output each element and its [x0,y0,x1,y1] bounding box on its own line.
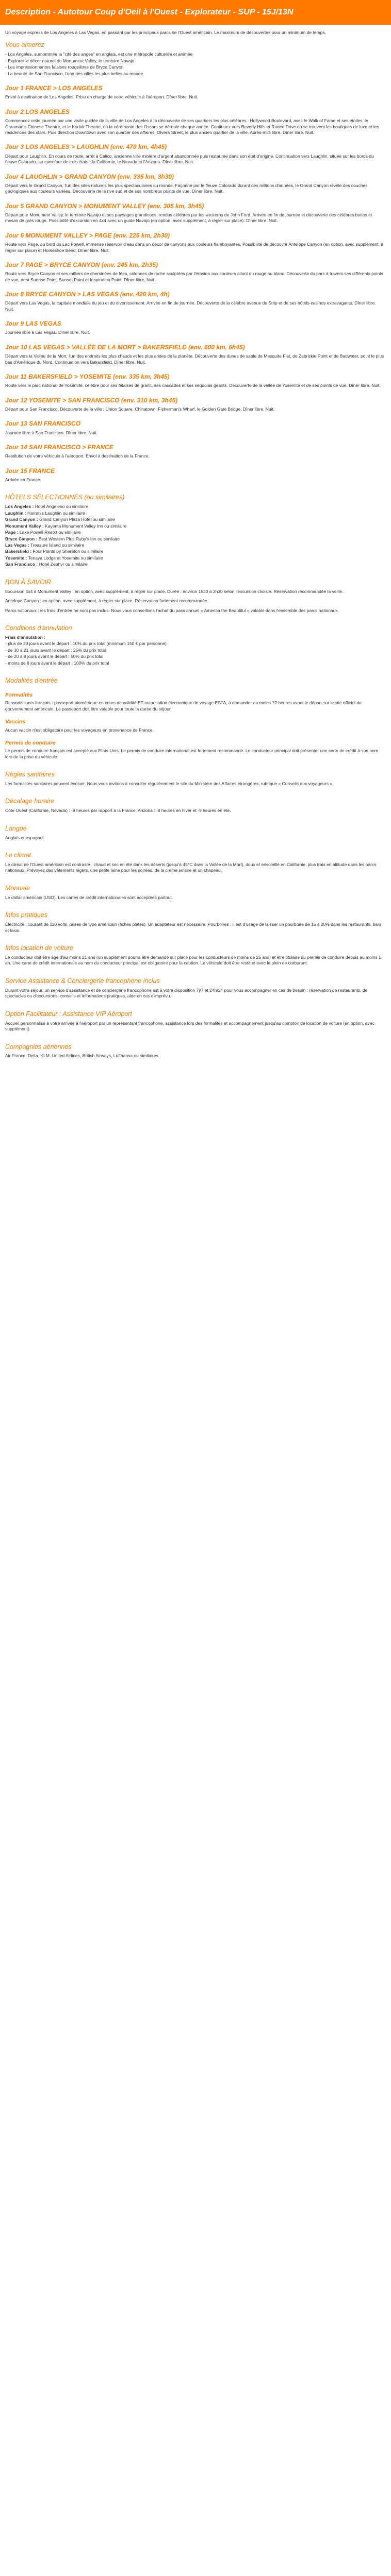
day-title: Jour 4 LAUGHLIN > GRAND CANYON (env. 335 km, 3h30) [5,173,174,180]
hotel-city: Las Vegas : [5,542,29,548]
hotel-name: Hotel Angeleno ou similaire [35,504,88,510]
hotel-city: Los Angeles : [5,504,34,510]
language-text: Anglais et espagnol. [5,835,45,840]
day-text: Départ pour San Francisco. Découverte de la ville : Union Square, Chinatown, Fisherman's Wharf, le Golden Gate Bridge. Dîner libre. Nuit. [5,406,275,412]
car-rental-text: Le conducteur doit être âgé d'au moins 21 ans (un supplément pourra être demandé sur place pour les conducteurs de moins de 25 ans) et être titulaire du permis de conduire depuis au moins 1 an. Une carte de crédit internationale au nom du conducteur principal est obligatoire pour la caution. Le véhicule doit être restitué avec le plein de carburant. [5,954,381,966]
section-title-hotels: HÔTELS SÉLECTIONNÉS (ou similaires) [5,494,125,501]
hotel-item [5,530,386,535]
day-text: Journée libre à Las Vegas. Dîner libre. Nuit. [5,330,90,335]
section-title-currency: Monnaie [5,884,30,892]
day-text: Arrivée en France. [5,477,41,482]
day-title: Jour 5 GRAND CANYON > MONUMENT VALLEY (env. 305 km, 3h45) [5,202,204,210]
day-title: Jour 13 SAN FRANCISCO [5,420,81,428]
day-title: Jour 14 SAN FRANCISCO > FRANCE [5,443,113,451]
assistance-text: Durant votre séjour, un service d'assistance et de conciergerie francophone est à votre disposition 7j/7 et 24h/24 pour vous accompagner en cas de besoin : réservation de restaurants, de spectacles ou d'excursions, conseils et informations pratiques, aide en cas d'imprévu. [5,987,368,999]
day-title: Jour 8 BRYCE CANYON > LAS VEGAS (env. 420 km, 4h) [5,291,170,298]
section-title-airlines: Compagnies aériennes [5,1043,72,1050]
good-to-know-text: Antelope Canyon : en option, avec supplément, à régler sur place. Réservation fortement recommandée. [5,598,209,604]
day-title: Jour 15 FRANCE [5,467,55,474]
hotel-item [5,511,386,516]
hotels-list [5,504,386,568]
section-title-assistance: Service Assistance & Conciergerie francophone inclus [5,977,160,985]
entry-text: Le permis de conduire français est accepté aux États-Unis. Le permis de conduire international est fortement recommandé. Le conducteur principal doit présenter une carte de crédit à son nom lors de la prise du véhicule. [5,748,378,759]
highlight-item: - Explorer le décor naturel du Monument Valley, le territoire Navajo [5,58,135,63]
section-title-vip-option: Option Facilitateur : Assistance VIP Aéroport [5,1010,132,1018]
vip-option-text: Accueil personnalisé à votre arrivée à l'aéroport par un représentant francophone, assistance lors des formalités et accompagnement jusqu'au comptoir de location de voiture (en option, avec supplément). [5,1020,374,1032]
cancellation-item: - de 20 à 8 jours avant le départ : 50% du prix total [5,654,104,659]
entry-text: Aucun vaccin n'est obligatoire pour les voyageurs en provenance de France. [5,727,154,733]
day-text: Route vers Page, au bord du Lac Powell, immense réservoir d'eau dans un décor de canyons aux couleurs flamboyantes. Possibilité de découvrir Antelope Canyon (en option, avec supplément, à régler sur place) et Horseshoe Bend. Dîner libre. Nuit. [5,242,384,253]
hotel-name: Kayenta Monument Valley Inn ou similaire [45,523,127,529]
highlight-item: - Los Angeles, surnommée la "cité des anges" en anglais, est une métropole culturelle et animée [5,52,193,57]
hotel-item [5,555,386,561]
highlight-item: - La beauté de San Francisco, l'une des villes les plus belles au monde [5,71,143,76]
hotel-name: Best Western Plus Ruby's Inn ou similaire [38,536,120,541]
main-content [0,25,391,1068]
day-title: Jour 6 MONUMENT VALLEY > PAGE (env. 225 km, 2h30) [5,231,170,239]
hotel-city: Grand Canyon : [5,517,38,522]
day-title: Jour 3 LOS ANGELES > LAUGHLIN (env. 470 km, 4h45) [5,143,167,151]
day-title: Jour 12 YOSEMITE > SAN FRANCISCO (env. 310 km, 3h45) [5,396,178,404]
page-title: Description - Autotour Coup d'Oeil à l'Ouest - Explorateur - SUP - 15J/13N [5,8,294,16]
section-title-practical: Infos pratiques [5,911,47,919]
health-text: Les formalités sanitaires peuvent évoluer. Nous vous invitons à consulter régulièrement le site du Ministère des Affaires étrangères, rubrique « Conseils aux voyageurs ». [5,781,334,786]
cancellation-heading: Frais d'annulation : [5,635,46,640]
hotel-name: Treasure Island ou similaire [30,542,85,548]
day-title: Jour 2 LOS ANGELES [5,108,70,115]
hotel-city: Yosemite : [5,555,27,561]
day-text: Restitution de votre véhicule à l'aéroport. Envol à destination de la France. [5,453,150,459]
cancellation-item: - moins de 8 jours avant le départ : 100% du prix total [5,660,109,666]
day-text: Départ vers Las Vegas, la capitale mondiale du jeu et du divertissement. Arrivée en fin de journée. Découverte de la célèbre avenue du Strip et de ses hôtels-casinos extravagants. Dîner libre. Nuit. [5,300,376,312]
day-text: Route vers le parc national de Yosemite, célèbre pour ses falaises de granit, ses cascades et ses séquoias géants. Découverte de la vallée de Yosemite et de ses points de vue. Dîner libre. Nuit. [5,383,381,388]
hotel-city: Laughlin : [5,510,26,516]
section-title-highlights: Vous aimerez [5,41,44,49]
hotel-item [5,562,386,567]
day-text: Route vers Bryce Canyon et ses milliers de cheminées de fées, colonnes de roche sculptées par l'érosion aux couleurs allant du rouge au blanc. Découverte du parc à travers ses différents points de vue, dont Sunrise Point, Sunset Point et Inspiration Point. Dîner libre. Nuit. [5,271,383,282]
day-title: Jour 10 LAS VEGAS > VALLÉE DE LA MORT > BAKERSFIELD (env. 600 km, 6h45) [5,343,245,351]
section-title-car-rental: Infos location de voiture [5,944,74,952]
itinerary [5,84,386,483]
timezone-text: Côte Ouest (Californie, Nevada) : -9 heures par rapport à la France. Arizona : -8 heures en hiver et -9 heures en été. [5,808,231,814]
hotel-name: Tenaya Lodge at Yosemite ou similaire [28,555,103,561]
practical-text: Électricité : courant de 110 volts, prises de type américain (fiches plates). Un adaptateur est nécessaire. Pourboires : il est d'usage de laisser un pourboire de 15 à 20% dans les restaurants, bars et taxis. [5,922,382,933]
good-to-know-text: Excursion 4x4 à Monument Valley : en option, avec supplément, à régler sur place. Durée : environ 1h30 à 3h30 selon l'excursion choisie. Réservation recommandée la veille. [5,588,344,594]
good-to-know-text: Parcs nationaux : les frais d'entrée ne sont pas inclus. Nous vous conseillons l'achat du pass annuel « America the Beautiful » valable dans l'ensemble des parcs nationaux. [5,607,339,613]
hotel-name: Lake Powell Resort ou similaire [19,530,81,535]
hotel-item [5,517,386,522]
section-title-good-to-know: BON À SAVOIR [5,578,51,586]
hotel-city: Bakersfield : [5,549,32,554]
hotel-city: Page : [5,530,19,535]
day-text: Envol à destination de Los Angeles. Prise en charge de votre véhicule à l'aéroport. Dîner libre. Nuit. [5,94,198,100]
section-title-cancellation: Conditions d'annulation [5,624,72,632]
section-title-language: Langue [5,824,27,832]
intro-text: Un voyage express de Los Angeles à Las Vegas, en passant par les principaux parcs de l'Ouest américain. Le maximum de découvertes pour un minimum de temps. [5,30,326,35]
day-text: Départ pour Monument Valley, le territoire Navajo et ses paysages grandioses, rendus célèbres par les westerns de John Ford. Arrivée en fin de journée et découverte des célèbres buttes et mesas de grès rouge. Possibilité d'excursion en 4x4 avec un guide Navajo (en option, avec supplément, à régler sur place). Dîner libre. Nuit. [5,212,372,224]
hotel-item [5,504,386,510]
hotel-item [5,523,386,529]
cancellation-item: - plus de 30 jours avant le départ : 10% du prix total (minimum 150 € par personne) [5,641,167,647]
entry-text: Ressortissants français : passeport biométrique en cours de validité ET autorisation électronique de voyage ESTA, à demander au moins 72 heures avant le départ sur le site officiel du gouvernement américain. Le passeport doit être valable pour toute la durée du séjour. [5,700,362,711]
hotel-name: Harrah's Laughlin ou similaire [27,510,85,516]
currency-text: Le dollar américain (USD). Les cartes de crédit internationales sont acceptées partout. [5,894,173,900]
day-title: Jour 7 PAGE > BRYCE CANYON (env. 245 km, 2h35) [5,261,158,268]
highlight-item: - Les impressionnantes falaises rougeâtres de Bryce Canyon [5,64,124,70]
day-text: Départ vers la Vallée de la Mort, l'un des endroits les plus chauds et les plus arides de la planète. Découverte des dunes de sable de Mesquite Flat, de Zabriskie Point et de Badwater, point le plus bas d'Amérique du Nord. Continuation vers Bakersfield. Dîner libre. Nuit. [5,353,384,365]
hotel-item [5,536,386,542]
day-text: Départ pour Laughlin. En cours de route, arrêt à Calico, ancienne ville minière d'argent abandonnée puis restaurée dans son état d'origine. Continuation vers Laughlin, située sur les bords du fleuve Colorado, au carrefour de trois états : la Californie, le Nevada et l'Arizona. Dîner libre. Nuit. [5,153,374,165]
climate-text: Le climat de l'Ouest américain est contrasté : chaud et sec en été dans les déserts (jusqu'à 45°C dans la Vallée de la Mort), doux et ensoleillé en Californie, plus frais en altitude dans les parcs nationaux. Prévoyez des vêtements légers, une petite laine pour les soirées, de la crème solaire et un chapeau. [5,861,377,873]
hotel-city: Monument Valley : [5,523,44,529]
day-title: Jour 1 FRANCE > LOS ANGELES [5,84,103,92]
hotel-item [5,549,386,554]
section-title-health: Règles sanitaires [5,771,55,778]
section-title-timezone: Décalage horaire [5,798,55,805]
day-title: Jour 9 LAS VEGAS [5,320,61,328]
section-title-climate: Le climat [5,852,31,859]
day-text: Commencez cette journée par une visite guidée de la ville de Los Angeles à la découverte de ses quartiers les plus célèbres : Hollywood Boulevard, avec le Walk of Fame et ses étoiles, le Grauman's Chinese Theatre, et le Kodak Theatre, où la cérémonie des Oscars se déroule chaque année. Continuez vers Beverly Hills et Rodeo Drive où se trouvent les boutiques de luxe et les résidences des stars. Puis direction Downtown avec son quartier des affaires, Olvera Street, le plus ancien quartier de la ville. Après-midi libre. Dîner libre. Nuit. [5,118,379,135]
subsection-title: Vaccins [5,719,26,725]
cancellation-list [5,635,386,666]
hotel-name: Hotel Zephyr ou similaire [39,562,88,567]
subsection-title: Formalités [5,692,33,699]
section-title-entry: Modalités d'entrée [5,677,58,685]
highlights-list [5,52,386,77]
day-text: Départ vers le Grand Canyon, l'un des sites naturels les plus spectaculaires au monde. Façonné par le fleuve Colorado durant des millions d'années, le Grand Canyon révèle des couches géologiques aux couleurs variées. Découverte de la rive sud et de ses nombreux points de vue. Dîner libre. Nuit. [5,182,368,194]
hotel-name: Grand Canyon Plaza Hotel ou similaire [39,517,115,522]
hotel-item [5,543,386,548]
page-title-banner [0,0,391,25]
hotel-city: Bryce Canyon : [5,536,38,541]
cancellation-item: - de 30 à 21 jours avant le départ : 25% du prix total [5,647,106,653]
hotel-city: San Francisco : [5,562,38,567]
subsection-title: Permis de conduire [5,739,56,746]
hotel-name: Four Points by Sheraton ou similaire [32,549,104,554]
airlines-text: Air France, Delta, KLM, United Airlines, British Airways, Lufthansa ou similaires. [5,1053,160,1059]
day-text: Journée libre à San Francisco. Dîner libre. Nuit. [5,430,98,435]
day-title: Jour 11 BAKERSFIELD > YOSEMITE (env. 335 km, 3h45) [5,373,170,380]
